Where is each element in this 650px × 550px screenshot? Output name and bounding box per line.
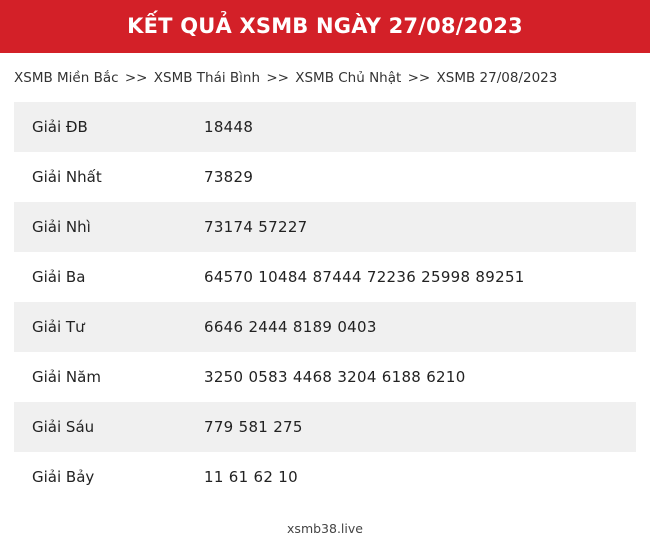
prize-label: Giải Ba	[32, 268, 86, 286]
table-row	[14, 252, 636, 302]
table-row	[14, 452, 636, 502]
prize-label: Giải Bảy	[32, 468, 95, 486]
prize-label: Giải Năm	[32, 368, 101, 386]
breadcrumb-item-0[interactable]: XSMB Miền Bắc	[14, 70, 119, 86]
prize-label: Giải Sáu	[32, 418, 95, 436]
prize-numbers: 11 61 62 10	[204, 468, 298, 486]
prize-numbers: 18448	[204, 118, 254, 136]
breadcrumb-item-2[interactable]: XSMB Chủ Nhật	[295, 70, 402, 86]
table-row	[14, 352, 636, 402]
table-row	[14, 402, 636, 452]
table-row	[14, 302, 636, 352]
breadcrumb-separator: >>	[407, 70, 431, 86]
prize-numbers: 73829	[204, 168, 254, 186]
site-footer: xsmb38.live	[287, 521, 363, 536]
breadcrumb	[0, 53, 650, 102]
prize-numbers: 779 581 275	[204, 418, 303, 436]
prize-label: Giải Tư	[32, 318, 85, 336]
breadcrumb-item-3[interactable]: XSMB 27/08/2023	[436, 70, 558, 86]
page-title: KẾT QUẢ XSMB NGÀY 27/08/2023	[0, 0, 650, 53]
prize-numbers: 73174 57227	[204, 218, 308, 236]
prize-numbers: 3250 0583 4468 3204 6188 6210	[204, 368, 466, 386]
breadcrumb-separator: >>	[266, 70, 289, 86]
table-row	[14, 102, 636, 152]
prize-label: Giải Nhì	[32, 218, 91, 236]
prize-numbers: 64570 10484 87444 72236 25998 89251	[204, 268, 525, 286]
table-row	[14, 152, 636, 202]
prize-label: Giải ĐB	[32, 118, 88, 136]
breadcrumb-separator: >>	[124, 70, 148, 86]
prize-label: Giải Nhất	[32, 168, 102, 186]
table-row	[14, 202, 636, 252]
breadcrumb-item-1[interactable]: XSMB Thái Bình	[153, 70, 261, 86]
results-table	[14, 102, 636, 502]
prize-numbers: 6646 2444 8189 0403	[204, 318, 377, 336]
